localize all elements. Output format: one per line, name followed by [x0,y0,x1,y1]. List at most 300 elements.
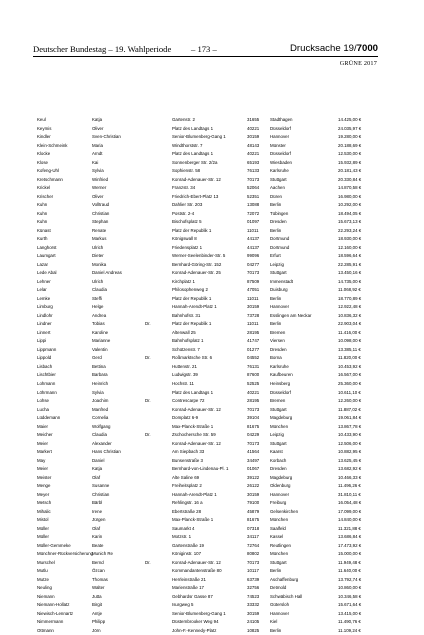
donor-last-name: Müller [37,525,49,531]
donor-street: Bischofsplatz 5 [172,219,202,225]
donor-city: Detmold [270,585,287,591]
donor-street: Sophienstr. 58 [172,168,201,174]
donor-postal-code: 45879 [247,508,260,514]
donor-first-name: Ulrich [92,244,104,250]
donor-city: Gelsenkirchen [270,508,299,514]
donor-postal-code: 30159 [247,304,260,310]
donor-city: München [270,517,289,523]
donor-last-name: May [37,457,46,463]
donor-first-name: Irene [92,508,103,514]
table-row [37,295,377,304]
table-row [37,133,377,142]
donation-amount: 20.181,43 € [338,168,362,174]
donor-city: Berlin [270,568,282,574]
donor-street: Senior-Blumenberg-Gang 1 [172,134,226,140]
table-row [37,329,377,338]
donor-last-name: Ottmann [37,627,54,633]
donor-first-name: Ulrich [92,278,104,284]
donor-city: Bremen [270,398,286,404]
table-row [37,559,377,568]
donor-postal-code: 44137 [247,236,260,242]
donor-postal-code: 39104 [247,415,260,421]
donor-title: Dr. [145,321,151,327]
donor-street: Hannah-Arendt-Platz 1 [172,304,217,310]
donation-amount: 10.836,32 € [338,312,362,318]
donor-postal-code: 70173 [247,440,260,446]
donor-last-name: Menge [37,483,51,489]
donor-street: Rehlingstr. 16 a [172,500,203,506]
table-row [37,406,377,415]
donor-street: Max-Planck-Straße 1 [172,517,214,523]
donor-street: Bernhard-von-Lindenau-Pl. 1 [172,466,229,472]
donor-city: Dortmund [270,236,290,242]
table-row [37,440,377,449]
table-row [37,337,377,346]
donation-amount: 10.882,95 € [338,449,362,455]
donor-first-name: Barbara [92,372,108,378]
donor-postal-code: 31655 [247,117,260,122]
donor-first-name: Volltraud [92,202,110,208]
donor-city: Esslingen am Neckar [270,312,312,318]
donor-city: Oldenburg [270,483,291,489]
table-row [37,227,377,236]
donation-amount: 10.466,33 € [338,474,362,480]
table-row [37,389,377,398]
donor-first-name: Beate [92,542,104,548]
donor-last-name: Niewisch-Lennartz [37,610,74,616]
donor-street: Königswall 8 [172,236,197,242]
donor-first-name: Claudia [92,287,107,293]
donor-last-name: Lindlohr [37,312,53,318]
donor-street: Gebhardsr Gasse 87 [172,593,213,599]
donor-postal-code: 48143 [247,142,260,148]
donation-amount: 16.980,00 € [338,193,362,199]
donor-postal-code: 72072 [247,210,260,216]
donor-last-name: Klose [37,159,48,165]
donor-city: Münster [270,142,286,148]
donor-first-name: Antje [92,610,103,616]
donor-street: Platz des Landtags 1 [172,125,214,131]
donation-table [37,116,377,635]
donor-street: Windthorststr. 7 [172,142,203,148]
donor-last-name: Keymis [37,125,52,131]
donor-last-name: Lippold [37,355,52,361]
donor-first-name: Maria [92,142,103,148]
donor-city: Aachen [270,185,285,191]
donor-first-name: Renate [92,227,107,233]
donor-last-name: Linnert [37,329,51,335]
donor-last-name: Neuling [37,585,52,591]
donor-last-name: Künast [37,227,51,233]
donor-last-name: Krischer [37,193,54,199]
donor-first-name: Sylvia [92,389,104,395]
donor-last-name: Kretschmann [37,176,63,182]
donor-title: Dr. [145,432,151,438]
donor-postal-code: 01097 [247,219,260,225]
donation-amount: 13.792,74 € [338,576,362,582]
donor-first-name: Oliver [92,193,104,199]
donor-first-name: Birgit [92,602,103,608]
donation-amount: 10.433,90 € [338,432,362,438]
table-row [37,201,377,210]
donation-amount: 14.870,58 € [338,185,362,191]
donor-postal-code: 33332 [247,602,260,608]
table-row [37,218,377,227]
donor-postal-code: 76133 [247,168,260,174]
donor-first-name: Helge [92,304,104,310]
donation-amount: 17.099,00 € [338,508,362,514]
donor-first-name: Manfred [92,406,109,412]
donor-street: Konrad-Adenauer-Str. 12 [172,559,221,565]
donor-first-name: Christian [92,210,110,216]
donor-city: Korbach [270,457,287,463]
table-row [37,312,377,321]
donation-amount: 13.625,45 € [338,457,362,463]
donor-last-name: Lede Abal [37,270,57,276]
donor-city: Hannover [270,304,290,310]
donor-last-name: Lohmann [37,380,56,386]
donor-first-name: Sylvia [92,168,104,174]
donor-first-name: Joachim [92,398,109,404]
donor-postal-code: 04229 [247,432,260,438]
donor-last-name: Kuhn [37,219,48,225]
donor-city: Schwäbisch Hall [270,593,303,599]
donation-amount: 10.346,58 € [338,593,362,599]
table-row [37,516,377,525]
donor-street: Ebertstraße 28 [172,508,202,514]
donor-postal-code: 76131 [247,363,260,369]
donation-amount: 20.330,84 € [338,176,362,182]
donation-amount: 11.490,76 € [338,619,361,625]
donor-city: München [270,423,289,429]
table-row [37,193,377,202]
donation-amount: 13.415,00 € [338,610,362,616]
donor-street: Herrleinstraße 21 [172,576,206,582]
table-row [37,286,377,295]
donor-last-name: Kurth [37,236,48,242]
donor-first-name: Karoline [92,329,109,335]
donor-postal-code: 81675 [247,517,260,523]
donor-first-name: Jürgen [92,517,106,523]
donor-postal-code: 70173 [247,559,260,565]
donor-street: Düsternbrooker Weg 94 [172,619,219,625]
donation-amount: 13.686,84 € [338,534,362,540]
donor-postal-code: 04552 [247,355,260,361]
donation-amount: 11.640,00 € [338,568,361,574]
donor-city: Magdeburg [270,415,293,421]
donor-street: Friedrich-Ebert-Platz 13 [172,193,219,199]
table-row [37,474,377,483]
donor-postal-code: 24105 [247,619,260,625]
table-row [37,346,377,355]
table-row [37,567,377,576]
donor-last-name: Metsch [37,500,52,506]
donor-city: Hannover [270,134,290,140]
donor-last-name: Münchner-Rückversicherung [37,551,94,557]
table-row [37,414,377,423]
donor-first-name: Bärbl [92,500,103,506]
donor-city: Berlin [270,227,282,233]
donor-first-name: Alexander [92,440,112,446]
donor-last-name: Löhrmann [37,389,57,395]
table-row [37,397,377,406]
table-row [37,210,377,219]
table-row [37,542,377,551]
table-row [37,482,377,491]
table-row [37,550,377,559]
donor-street: Huttenstr. 21 [172,363,197,369]
donor-postal-code: 41747 [247,338,260,344]
donor-last-name: Markert [37,449,52,455]
donor-first-name: Susanne [92,483,110,489]
donor-street: Königinstr. 107 [172,551,202,557]
donor-first-name: Stephan [92,219,109,225]
donor-city: Düsseldorf [270,125,291,131]
donor-first-name: Werner [92,185,107,191]
donor-postal-code: 32756 [247,585,260,591]
donor-street: John-F.-Kennedy-Platz [172,627,217,633]
donor-last-name: Lohse [37,398,49,404]
party-label: GRÜNE 2017 [339,60,377,67]
donor-first-name: Hans Christian [92,449,121,455]
donation-amount: 31.810,11 € [338,491,361,497]
donor-postal-code: 28195 [247,398,260,404]
donor-first-name: Bettina [92,363,106,369]
donation-amount: 11.887,02 € [338,406,361,412]
donor-last-name: Lisbach [37,363,53,369]
table-row [37,278,377,287]
donor-city: Kiel [270,619,278,625]
donor-last-name: Meyer [37,491,50,497]
donor-city: Freiburg [270,500,287,506]
donor-city: Tübingen [270,210,289,216]
donation-amount: 14.425,00 € [338,117,362,122]
donation-amount: 19.280,00 € [338,134,362,140]
donation-amount: 15.932,89 € [338,159,362,165]
table-row [37,244,377,253]
table-row [37,159,377,168]
donation-amount: 15.671,64 € [338,602,362,608]
donor-title: Dr. [145,559,151,565]
donor-first-name: Markus [92,236,107,242]
donor-first-name: Monika [92,261,107,267]
donor-postal-code: 65193 [247,159,260,165]
donor-street: Kommandantenstraße 80 [172,568,222,574]
donation-amount: 18.494,05 € [338,210,362,216]
table-row [37,269,377,278]
donor-street: Marienstraße 17 [172,585,204,591]
donation-amount: 12.260,00 € [338,398,362,404]
donor-last-name: Meicher [37,432,53,438]
table-row [37,261,377,270]
donor-street: Poststr. 2-4 [172,210,195,216]
donor-first-name: Christian [92,491,110,497]
table-row [37,176,377,185]
donor-postal-code: 11011 [247,321,259,327]
donation-amount: 15.673,13 € [338,219,362,225]
donor-city: Leipzig [270,261,284,267]
table-row [37,499,377,508]
table-row [37,235,377,244]
donor-city: Kaarst [270,449,283,455]
table-row [37,533,377,542]
donor-first-name: Thomas [92,576,108,582]
donor-last-name: Lehner [37,278,51,284]
donor-first-name: Arndt [92,151,103,157]
donor-first-name: Olaf [92,525,101,531]
donor-street: Isurgweg 5 [172,602,194,608]
donor-last-name: Maier [37,423,48,429]
donor-title: Dr. [145,355,151,361]
publication-title: Deutscher Bundestag – 19. Wahlperiode [33,44,172,54]
donor-city: Wiesbaden [270,159,292,165]
donor-postal-code: 34497 [247,457,260,463]
donor-last-name: Mutze [37,576,49,582]
donor-postal-code: 52525 [247,380,260,386]
donor-street: Hochstr. 11 [172,380,194,386]
donation-amount: 14.840,00 € [338,517,362,523]
donation-amount: 25.360,00 € [338,380,362,386]
donor-last-name: Kuhn [37,202,48,208]
donor-last-name: Klein-Schmeink [37,142,68,148]
donor-last-name: Lischtbier [37,372,56,378]
donation-amount: 22.285,91 € [338,261,362,267]
donor-city: Dresden [270,219,287,225]
donor-city: Dortmund [270,244,290,250]
drucksache-label [290,43,378,54]
donor-postal-code: 30159 [247,134,260,140]
donor-postal-code: 44137 [247,244,260,250]
donor-postal-code: 10825 [247,627,260,633]
donor-city: Kassel [270,534,284,540]
donor-street: Konrad-Adenauer-Str. 12 [172,176,221,182]
table-row [37,576,377,585]
table-row [37,150,377,159]
donor-postal-code: 79100 [247,500,260,506]
donation-amount: 10.611,10 € [338,389,361,395]
donation-amount: 22.903,04 € [338,321,362,327]
donor-last-name: Meier [37,440,48,446]
donor-first-name: Andrea [92,312,107,318]
donor-street: Konrad-Adenauer-Str. 12 [172,406,221,412]
table-row [37,457,377,466]
donor-last-name: Lippi [37,338,47,344]
donor-last-name: Lucha [37,406,49,412]
donor-city: Stuttgart [270,440,287,446]
table-row [37,431,377,440]
table-row [37,116,377,125]
donor-street: Schützenstr. 7 [172,346,200,352]
donor-first-name: Cornelia [92,415,109,421]
donor-street: Altenwall 25 [172,329,196,335]
donor-street: Max-Planck-Straße 1 [172,423,214,429]
donor-city: Berlin [270,627,282,633]
donor-street: Platz des Landtags 1 [172,151,214,157]
donor-street: Friedensplatz 1 [172,244,203,250]
donor-city: Bremen [270,329,286,335]
donor-first-name: Winfried [92,176,109,182]
page-header [33,44,378,56]
drucksache-number: 7000 [356,43,378,54]
donor-city: Erfurt [270,253,281,259]
donor-city: Berlin [270,321,282,327]
donor-street: Bahnhofstr. 31 [172,312,201,318]
donor-first-name: Marianne [92,338,111,344]
donor-city: Gütersloh [270,602,290,608]
donor-city: Viersen [270,338,285,344]
donor-street: Am Siepbach 33 [172,449,205,455]
donor-postal-code: 80802 [247,551,260,557]
table-row [37,610,377,619]
donor-postal-code: 70173 [247,406,260,412]
donor-street: Dahlier Str. 203 [172,202,203,208]
donation-amount: 11.321,88 € [338,525,361,531]
donation-amount: 16.567,00 € [338,372,362,378]
donor-street: Konrad-Adenauer-Str. 25 [172,270,221,276]
donor-postal-code: 63739 [247,576,260,582]
donation-amount: 10.292,00 € [338,202,362,208]
donor-postal-code: 10117 [247,568,259,574]
table-row [37,142,377,151]
donor-postal-code: 30159 [247,610,260,616]
donor-last-name: Langhorst [37,244,57,250]
table-row [37,380,377,389]
donor-street: Gartenstraße 19 [172,542,204,548]
donor-last-name: Meier [37,466,48,472]
header-rule [33,56,378,57]
table-row [37,125,377,134]
donor-street: Bunsenstraße 3 [172,457,203,463]
donor-postal-code: 87509 [247,278,260,284]
donor-last-name: Limburg [37,304,53,310]
donor-city: Berlin [270,202,282,208]
donor-city: Borna [270,355,282,361]
donor-city: Dresden [270,346,287,352]
donor-first-name: Özcan [92,568,105,574]
donation-amount: 11.949,48 € [338,559,361,565]
donation-amount: 13.385,11 € [338,346,361,352]
table-row [37,465,377,474]
donor-postal-code: 40221 [247,389,260,395]
table-row [37,184,377,193]
donor-city: Stuttgart [270,176,287,182]
donor-street: Bernhard-Göring-Str. 152 [172,261,222,267]
donor-postal-code: 72764 [247,542,260,548]
donor-street: Bahnhofsplatz 1 [172,338,204,344]
table-row [37,320,377,329]
donor-last-name: Lüddemann [37,415,61,421]
table-row [37,167,377,176]
donor-city: Karlsruhe [270,363,289,369]
donor-last-name: Kuhn [37,210,48,216]
table-row [37,508,377,517]
donor-postal-code: 11011 [247,295,259,301]
donor-postal-code: 39122 [247,474,260,480]
donor-last-name: Lindner [37,321,52,327]
donor-postal-code: 01067 [247,466,260,472]
drucksache-prefix: Drucksache 19/ [290,43,357,54]
donor-postal-code: 73728 [247,312,260,318]
donor-city: Stuttgart [270,559,287,565]
donor-last-name: Lelar [37,287,47,293]
donor-postal-code: 28195 [247,329,260,335]
donation-amount: 18.596,64 € [338,253,362,259]
donation-amount: 12.922,48 € [338,304,362,310]
donor-city: Hannover [270,610,290,616]
donor-city: Stuttgart [270,270,287,276]
donor-street: Alte Saline 69 [172,474,200,480]
donor-city: Aschaffenburg [270,576,299,582]
